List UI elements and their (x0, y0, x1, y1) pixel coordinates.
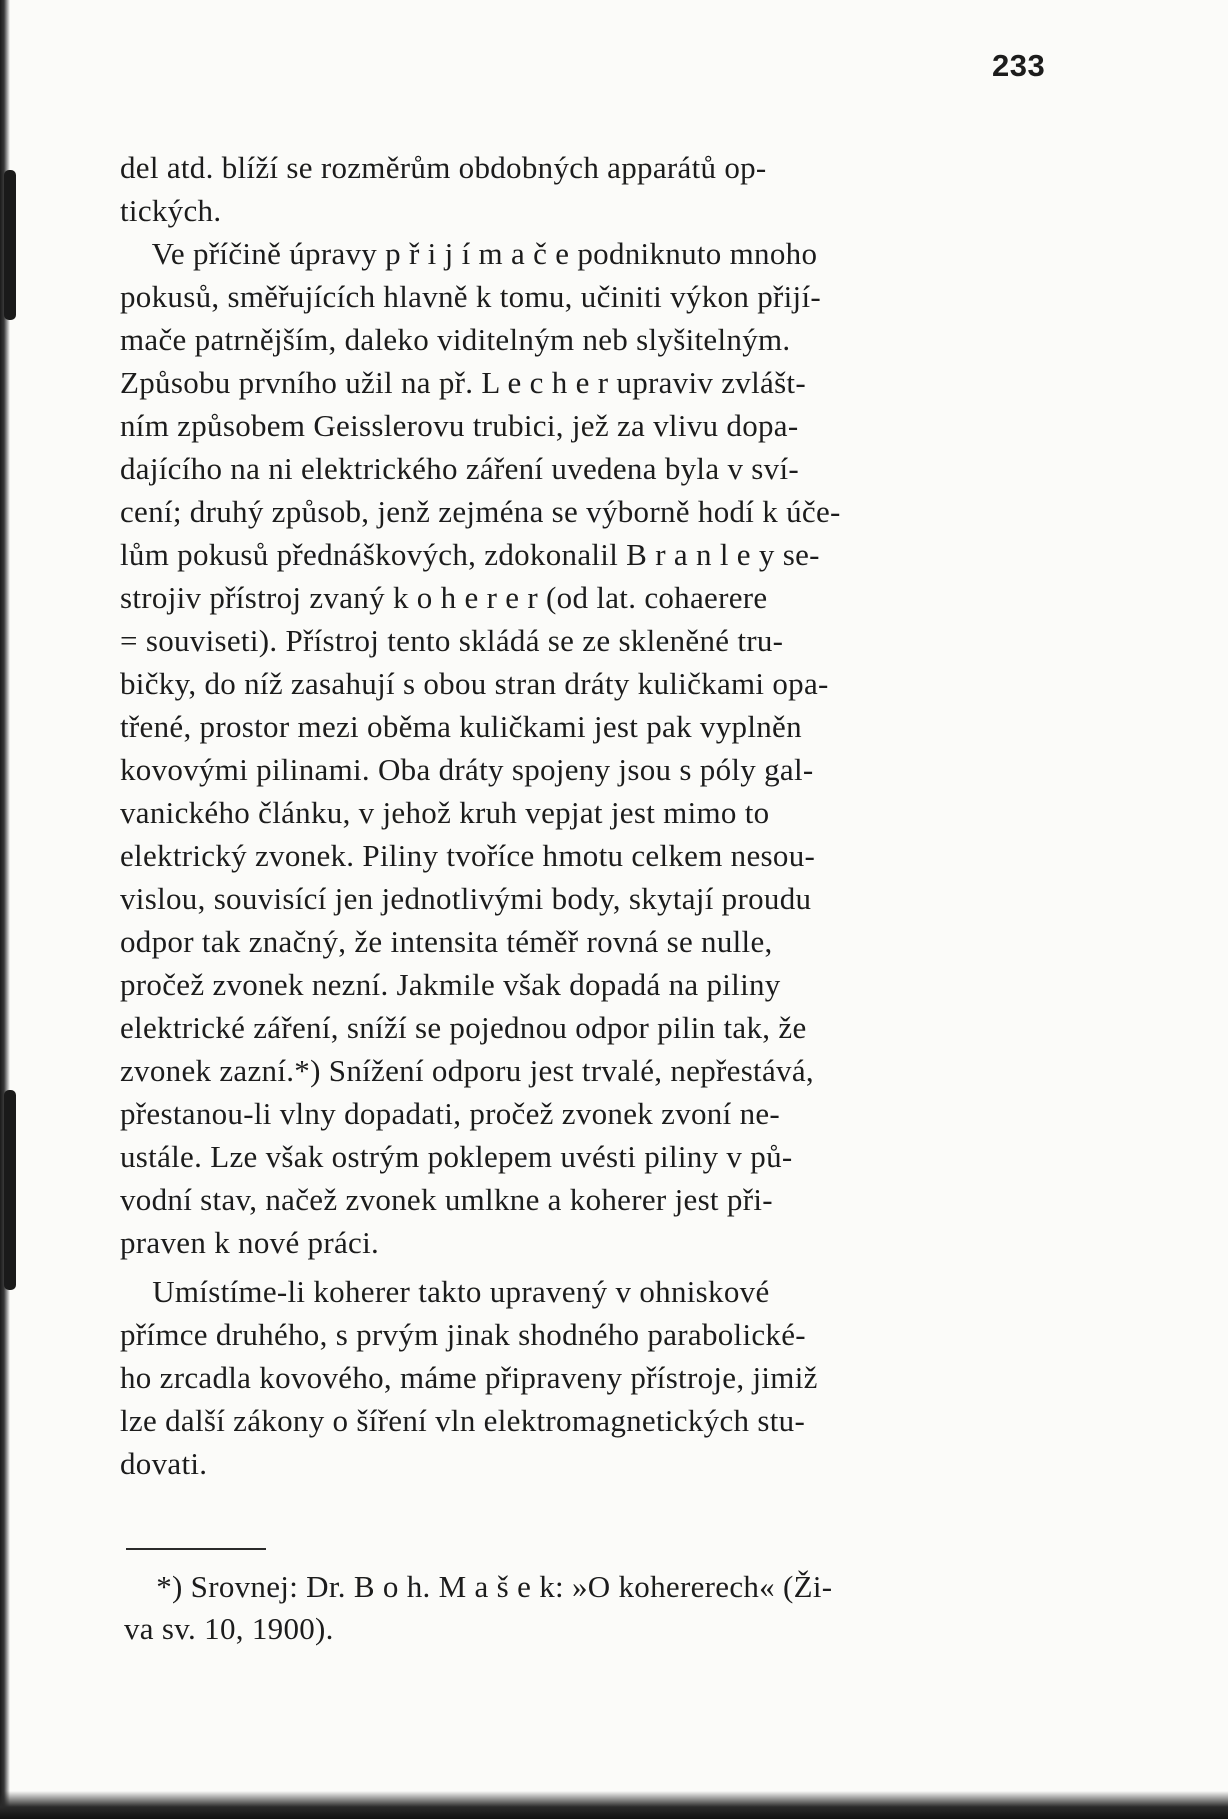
body-line: cení; druhý způsob, jenž zejména se výborně hodí k úče- (120, 494, 841, 529)
body-line: přímce druhého, s prvým jinak shodného parabolické- (120, 1317, 806, 1352)
scan-mark (4, 170, 16, 320)
footnote-line: *) Srovnej: Dr. B o h. M a š e k: »O kohererech« (Ži- (124, 1569, 833, 1604)
body-line: mače patrnějším, daleko viditelným neb slyšitelným. (120, 322, 791, 357)
body-line: vanického článku, v jehož kruh vepjat jest mimo to (120, 795, 770, 830)
body-line: elektrické záření, sníží se pojednou odpor pilin tak, že (120, 1010, 807, 1045)
body-line: ním způsobem Geisslerovu trubici, jež za vlivu dopa- (120, 408, 799, 443)
body-line: tických. (120, 193, 222, 228)
page-number: 233 (992, 48, 1046, 83)
footnote-divider (126, 1548, 266, 1550)
body-line: elektrický zvonek. Piliny tvoříce hmotu celkem nesou- (120, 838, 816, 873)
body-line: = souviseti). Přístroj tento skládá se ze skleněné tru- (120, 623, 784, 658)
body-line: bičky, do níž zasahují s obou stran dráty kuličkami opa- (120, 666, 829, 701)
body-line: del atd. blíží se rozměrům obdobných apparátů op- (120, 150, 767, 185)
body-line: ho zrcadla kovového, máme připraveny přístroje, jimiž (120, 1360, 818, 1395)
footnote-line: va sv. 10, 1900). (124, 1611, 334, 1646)
body-line: třené, prostor mezi oběma kuličkami jest pak vyplněn (120, 709, 802, 744)
body-line: dajícího na ni elektrického záření uvedena byla v sví- (120, 451, 799, 486)
body-line: přestanou-li vlny dopadati, pročež zvonek zvoní ne- (120, 1096, 781, 1131)
body-line: lům pokusů přednáškových, zdokonalil B r a n l e y se- (120, 537, 820, 572)
body-line: vislou, souvisící jen jednotlivými body, skytají proudu (120, 881, 812, 916)
body-line: lze další zákony o šíření vln elektromagnetických stu- (120, 1403, 806, 1438)
body-line: Ve příčině úpravy p ř i j í m a č e podniknuto mnoho (120, 236, 818, 271)
body-line: Umístíme-li koherer takto upravený v ohniskové (120, 1274, 770, 1309)
body-line: zvonek zazní.*) Snížení odporu jest trvalé, nepřestává, (120, 1053, 814, 1088)
body-line: vodní stav, načež zvonek umlkne a koherer jest při- (120, 1182, 773, 1217)
body-text (120, 146, 1050, 1485)
body-line: praven k nové práci. (120, 1225, 380, 1260)
body-line: dovati. (120, 1446, 208, 1481)
scan-edge-bottom (0, 1791, 1228, 1819)
body-line: pročež zvonek nezní. Jakmile však dopadá na piliny (120, 967, 781, 1002)
body-line: strojiv přístroj zvaný k o h e r e r (od lat. cohaerere (120, 580, 768, 615)
body-line: ustále. Lze však ostrým poklepem uvésti piliny v pů- (120, 1139, 793, 1174)
body-line: odpor tak značný, že intensita téměř rovná se nulle, (120, 924, 773, 959)
footnote (124, 1566, 1054, 1650)
body-line: kovovými pilinami. Oba dráty spojeny jsou s póly gal- (120, 752, 814, 787)
scan-mark (4, 1090, 16, 1290)
body-line: pokusů, směřujících hlavně k tomu, učiniti výkon přijí- (120, 279, 821, 314)
body-line: Způsobu prvního užil na př. L e c h e r upraviv zvlášt- (120, 365, 806, 400)
